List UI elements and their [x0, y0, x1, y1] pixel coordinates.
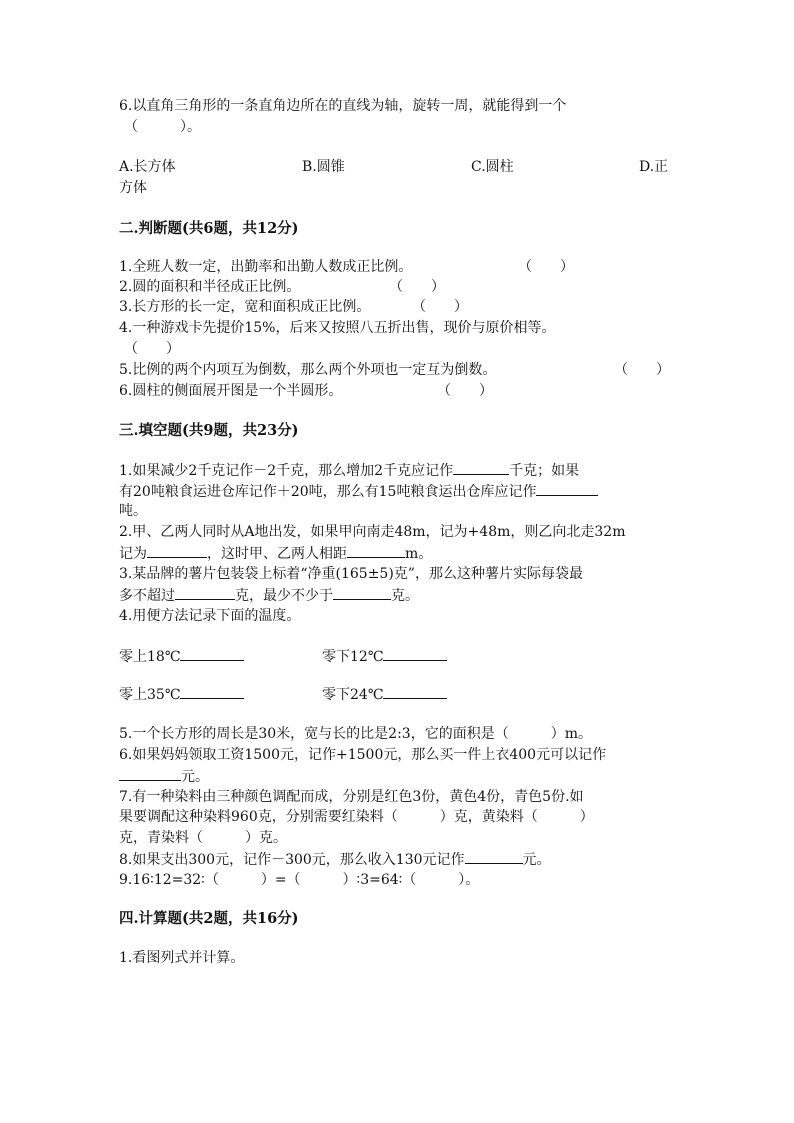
judge-item-4-paren: （ ）	[124, 341, 180, 357]
answer-blank[interactable]	[536, 481, 598, 496]
judge-item-5: 5.比例的两个内项互为倒数，那么两个外项也一定互为倒数。 （ ）	[119, 362, 670, 378]
fill-q6-line2: 元。	[119, 766, 209, 787]
temperature-1: 零上18℃	[119, 646, 244, 667]
answer-blank[interactable]	[175, 585, 235, 600]
q6-stem-line1: 6.以直角三角形的一条直角边所在的直线为轴，旋转一周，就能得到一个	[119, 98, 567, 114]
fill-q7-line1: 7.有一种染料由三种颜色调配而成，分别是红色3份，黄色4份，青色5份.如	[119, 789, 584, 805]
fill-q2-line2: 记为 ，这时甲、乙两人相距 m。	[119, 543, 432, 564]
fill-q7-line2: 果要调配这种染料960克，分别需要红染料（ ）克，黄染料（ ）	[119, 809, 594, 825]
temperature-4: 零下24℃	[322, 684, 447, 705]
q6-option-c: C.圆柱	[471, 159, 514, 175]
q6-option-d: D.正	[639, 159, 669, 175]
q6-option-d-wrap: 方体	[119, 180, 147, 196]
fill-q5: 5.一个长方形的周长是30米，宽与长的比是2:3，它的面积是（ ）m。	[119, 726, 592, 742]
temperature-3: 零上35℃	[119, 684, 244, 705]
q6-option-b: B.圆锥	[302, 159, 345, 175]
temperature-2: 零下12℃	[322, 646, 447, 667]
fill-q9: 9.16∶12=32∶（ ）=（ ）∶3=64∶（ ）。	[119, 872, 480, 888]
answer-blank[interactable]	[333, 585, 391, 600]
calc-q1: 1.看图列式并计算。	[119, 950, 245, 966]
fill-q1-line3: 吨。	[119, 503, 147, 519]
fill-q7-line3: 克，青染料（ ）克。	[119, 830, 287, 846]
answer-blank[interactable]	[465, 849, 523, 864]
fill-q1-line2: 有20吨粮食运进仓库记作＋20吨，那么有15吨粮食运出仓库应记作	[119, 481, 598, 502]
fill-q1-line1: 1.如果减少2千克记作－2千克，那么增加2千克应记作 千克；如果	[119, 460, 579, 481]
judge-item-1: 1.全班人数一定，出勤率和出勤人数成正比例。 （ ）	[119, 259, 574, 275]
answer-blank[interactable]	[383, 684, 447, 699]
judge-item-2: 2.圆的面积和半径成正比例。 （ ）	[119, 279, 445, 295]
fill-q2-line1: 2.甲、乙两人同时从A地出发，如果甲向南走48m，记为+48m，则乙向北走32m	[119, 524, 626, 540]
answer-blank[interactable]	[453, 460, 509, 475]
fill-q6-line1: 6.如果妈妈领取工资1500元，记作+1500元，那么买一件上衣400元可以记作	[119, 747, 607, 763]
section-3-title: 三.填空题(共9题，共23分)	[119, 422, 299, 439]
section-4-title: 四.计算题(共2题，共16分)	[119, 910, 299, 927]
fill-q3-line2: 多不超过 克，最少不少于 克。	[119, 585, 419, 606]
fill-q8: 8.如果支出300元，记作－300元，那么收入130元记作 元。	[119, 849, 551, 870]
fill-q3-line1: 3.某品牌的薯片包装袋上标着“净重(165±5)克”，那么这种薯片实际每袋最	[119, 566, 583, 582]
answer-blank[interactable]	[180, 684, 244, 699]
answer-blank[interactable]	[119, 766, 181, 781]
judge-item-4: 4.一种游戏卡先提价15%，后来又按照八五折出售，现价与原价相等。	[119, 320, 556, 336]
answer-blank[interactable]	[147, 543, 207, 558]
fill-q4: 4.用便方法记录下面的温度。	[119, 608, 301, 624]
answer-blank[interactable]	[180, 646, 244, 661]
answer-blank[interactable]	[347, 543, 405, 558]
answer-blank[interactable]	[383, 646, 447, 661]
section-2-title: 二.判断题(共6题，共12分)	[119, 220, 299, 237]
q6-stem-line2: （ ）。	[124, 119, 201, 135]
judge-item-6: 6.圆柱的侧面展开图是一个半圆形。 （ ）	[119, 383, 493, 399]
judge-item-3: 3.长方形的长一定，宽和面积成正比例。 （ ）	[119, 299, 468, 315]
q6-option-a: A.长方体	[119, 159, 176, 175]
